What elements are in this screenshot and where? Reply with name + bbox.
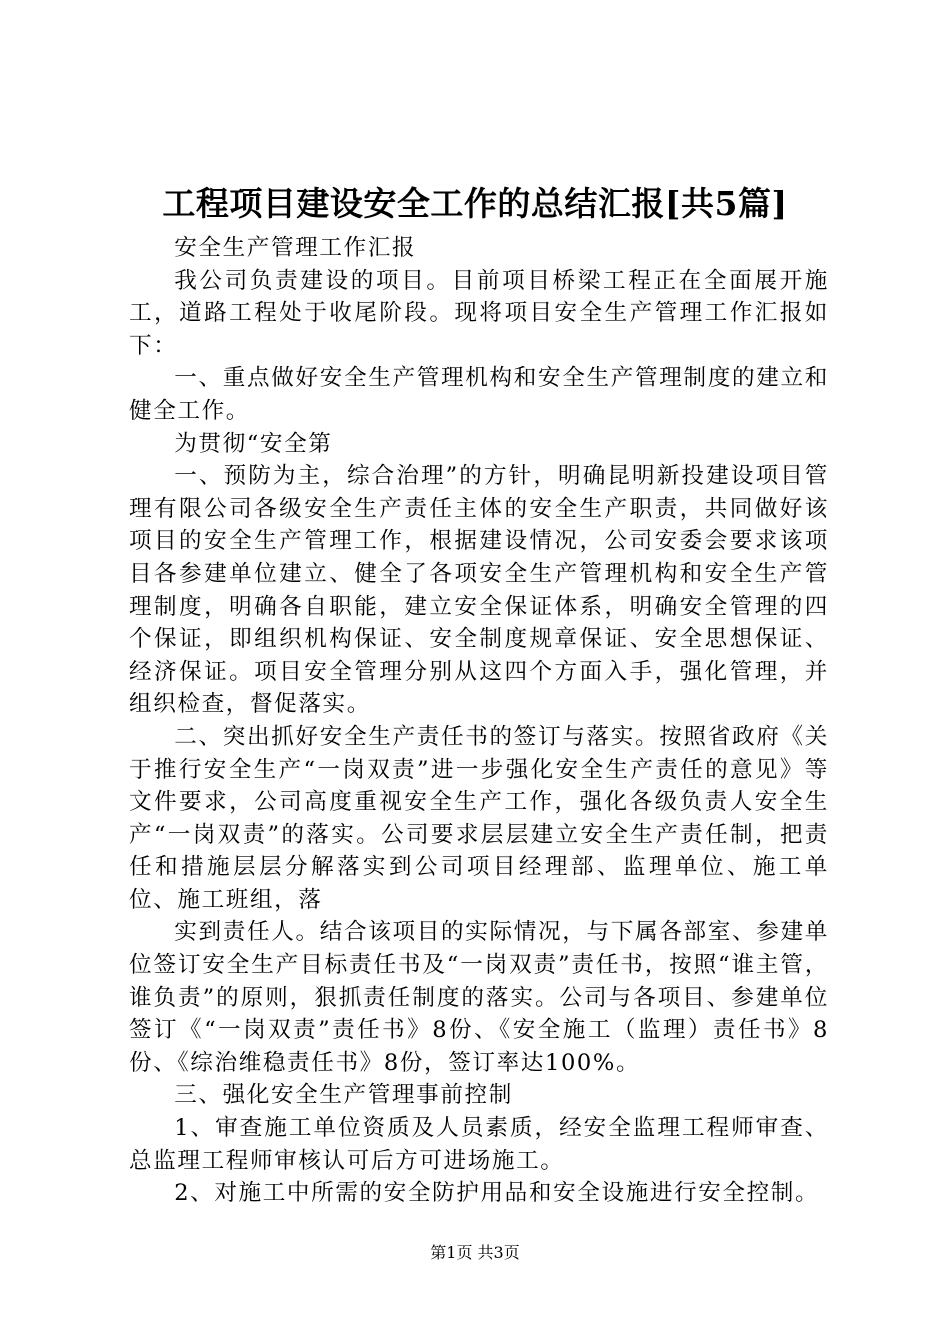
- paragraph-heading: 安全生产管理工作汇报: [174, 235, 417, 261]
- paragraph: 实到责任人。结合该项目的实际情况，与下属各部室、参建单位签订安全生产目标责任书及“一岗双责”责任书，按照“谁主管，谁负责”的原则，狠抓责任制度的落实。公司与各项目、参建单位签订《“一岗双责”责任书》8份、《安全施工（监理）责任书》8份、《综治维稳责任书》8份，签订率达100%。: [129, 919, 829, 1076]
- paragraph: 1、审查施工单位资质及人员素质，经安全监理工程师审查、总监理工程师审核认可后方可进场施工。: [129, 1115, 829, 1174]
- paragraph: 一、预防为主，综合治理”的方针，明确昆明新投建设项目管理有限公司各级安全生产责任主体的安全生产职责，共同做好该项目的安全生产管理工作，根据建设情况，公司安委会要求该项目各参建单位建立、健全了各项安全生产管理机构和安全生产管理制度，明确各自职能，建立安全保证体系，明确安全管理的四个保证，即组织机构保证、安全制度规章保证、安全思想保证、经济保证。项目安全管理分别从这四个方面入手，强化管理，并组织检查，督促落实。: [129, 463, 829, 718]
- document-title: 工程项目建设安全工作的总结汇报[共5篇]: [162, 184, 788, 223]
- paragraph: 一、重点做好安全生产管理机构和安全生产管理制度的建立和健全工作。: [129, 365, 829, 424]
- page-number-footer: 第1页 共3页: [430, 1243, 520, 1262]
- paragraph: 我公司负责建设的项目。目前项目桥梁工程正在全面展开施工，道路工程处于收尾阶段。现将项目安全生产管理工作汇报如下：: [129, 267, 829, 359]
- paragraph: 为贯彻“安全第: [174, 430, 333, 457]
- paragraph: 2、对施工中所需的安全防护用品和安全设施进行安全控制。: [174, 1180, 820, 1207]
- paragraph-heading: 三、强化安全生产管理事前控制: [174, 1082, 513, 1109]
- document-body: [129, 232, 829, 1210]
- paragraph: 二、突出抓好安全生产责任书的签订与落实。按照省政府《关于推行安全生产“一岗双责”进一步强化安全生产责任的意见》等文件要求，公司高度重视安全生产工作，强化各级负责人安全生产“一岗双责”的落实。公司要求层层建立安全生产责任制，把责任和措施层层分解落实到公司项目经理部、监理单位、施工单位、施工班组，落: [129, 723, 829, 913]
